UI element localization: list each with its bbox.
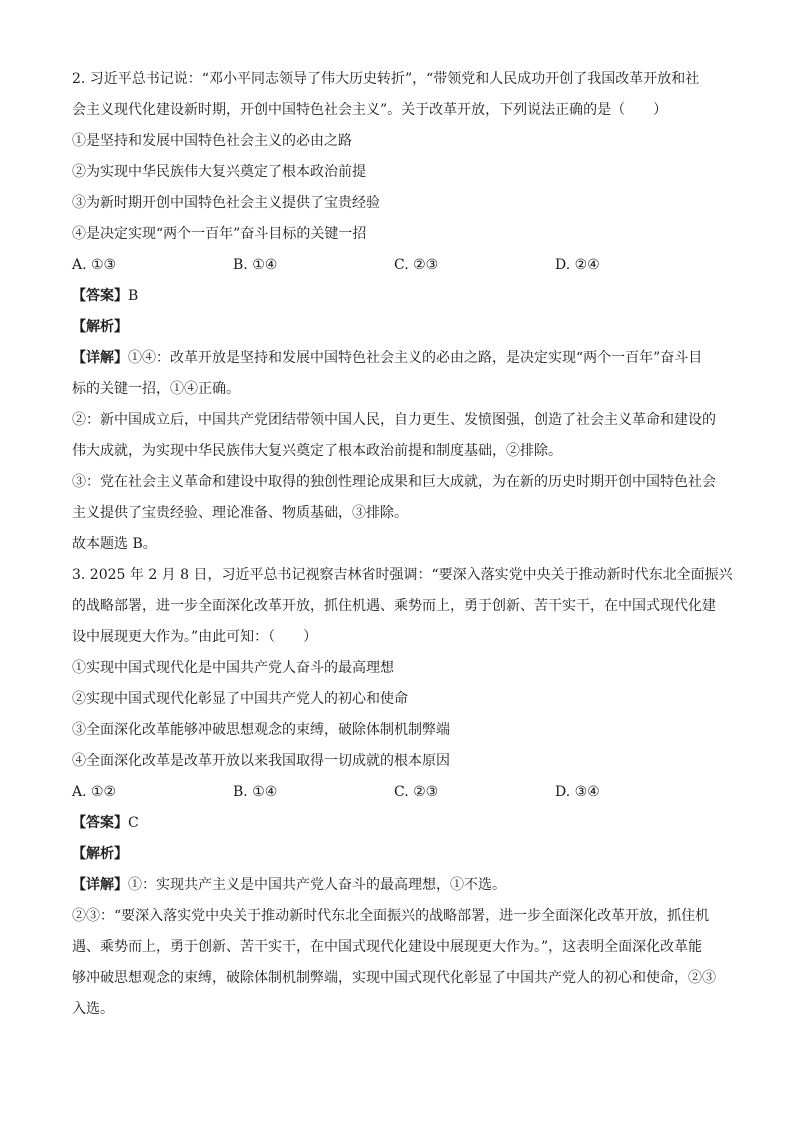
- analysis-tag: 【解析】: [72, 319, 128, 335]
- answer-line: [72, 281, 724, 312]
- exam-page: [72, 64, 733, 1025]
- detail-line: 伟大成就，为实现中华民族伟大复兴奠定了根本政治前提和制度基础，②排除。: [72, 443, 562, 459]
- statement: ①是坚持和发展中国特色社会主义的必由之路: [72, 133, 352, 149]
- option-a: A. ①②: [72, 784, 117, 800]
- question-stem-line: 会主义现代化建设新时期，开创中国特色社会主义”。关于改革开放，下列说法正确的是（ ）: [72, 102, 668, 118]
- statement: ②实现中国式现代化彰显了中国共产党人的初心和使命: [72, 691, 408, 707]
- question-2: [72, 64, 724, 560]
- detail-line: 够冲破思想观念的束缚，破除体制机制弊端，实现中国式现代化彰显了中国共产党人的初心和使命，②③: [72, 970, 716, 986]
- answer-tag: 【答案】: [72, 815, 128, 831]
- detail-line: ③：党在社会主义革命和建设中取得的独创性理论成果和巨大成就，为在新的历史时期开创中国特色社会: [72, 474, 716, 490]
- statement: ③全面深化改革能够冲破思想观念的束缚，破除体制机制弊端: [72, 722, 450, 738]
- detail-text: ①④：改革开放是坚持和发展中国特色社会主义的必由之路，是决定实现“两个一百年”奋斗目: [128, 350, 703, 366]
- option-b: B. ①④: [233, 784, 278, 800]
- detail-line: ②：新中国成立后，中国共产党团结带领中国人民，自力更生、发愤图强，创造了社会主义革命和建设的: [72, 412, 716, 428]
- detail-tag: 【详解】: [72, 877, 128, 893]
- detail-line: [72, 343, 724, 374]
- option-b: B. ①④: [233, 257, 278, 273]
- statement: ①实现中国式现代化是中国共产党人奋斗的最高理想: [72, 660, 394, 676]
- analysis-tag: 【解析】: [72, 846, 128, 862]
- statement: ④是决定实现“两个一百年”奋斗目标的关键一招: [72, 226, 367, 242]
- option-a: A. ①③: [72, 257, 117, 273]
- option-c: C. ②③: [394, 784, 439, 800]
- detail-text: ①：实现共产主义是中国共产党人奋斗的最高理想，①不选。: [128, 877, 506, 893]
- detail-line: 遇、乘势而上，勇于创新、苦干实干，在中国式现代化建设中展现更大作为。”，这表明全面深化改革能: [72, 939, 703, 955]
- statement: ②为实现中华民族伟大复兴奠定了根本政治前提: [72, 164, 366, 180]
- statement: ④全面深化改革是改革开放以来我国取得一切成就的根本原因: [72, 753, 450, 769]
- detail-line: [72, 870, 724, 901]
- question-stem-line: 设中展现更大作为。”由此可知：（ ）: [72, 629, 318, 645]
- analysis-line: [72, 839, 724, 870]
- options-row: [72, 777, 724, 808]
- detail-tag: 【详解】: [72, 350, 128, 366]
- answer-line: [72, 808, 724, 839]
- answer-tag: 【答案】: [72, 288, 128, 304]
- question-stem-line: 3. 2025 年 2 月 8 日，习近平总书记视察吉林省时强调：“要深入落实党中央关于推动新时代东北全面振兴: [72, 567, 733, 583]
- detail-line: 故本题选 B。: [72, 536, 157, 552]
- option-c: C. ②③: [394, 257, 439, 273]
- options-row: [72, 250, 724, 281]
- detail-line: 主义提供了宝贵经验、理论准备、物质基础，③排除。: [72, 505, 408, 521]
- answer-value: C: [128, 815, 139, 831]
- question-3: [72, 560, 733, 1025]
- question-stem-line: 的战略部署，进一步全面深化改革开放，抓住机遇、乘势而上，勇于创新、苦干实干，在中国式现代化建: [72, 598, 716, 614]
- analysis-line: [72, 312, 724, 343]
- detail-line: 标的关键一招，①④正确。: [72, 381, 240, 397]
- answer-value: B: [128, 288, 139, 304]
- question-stem-line: 2. 习近平总书记说：“邓小平同志领导了伟大历史转折”，“带领党和人民成功开创了我国改革开放和社: [72, 71, 700, 87]
- detail-line: 入选。: [72, 1001, 114, 1017]
- statement: ③为新时期开创中国特色社会主义提供了宝贵经验: [72, 195, 380, 211]
- option-d: D. ③④: [555, 784, 600, 800]
- option-d: D. ②④: [555, 257, 600, 273]
- detail-line: ②③：“要深入落实党中央关于推动新时代东北全面振兴的战略部署，进一步全面深化改革开放，抓住机: [72, 908, 710, 924]
